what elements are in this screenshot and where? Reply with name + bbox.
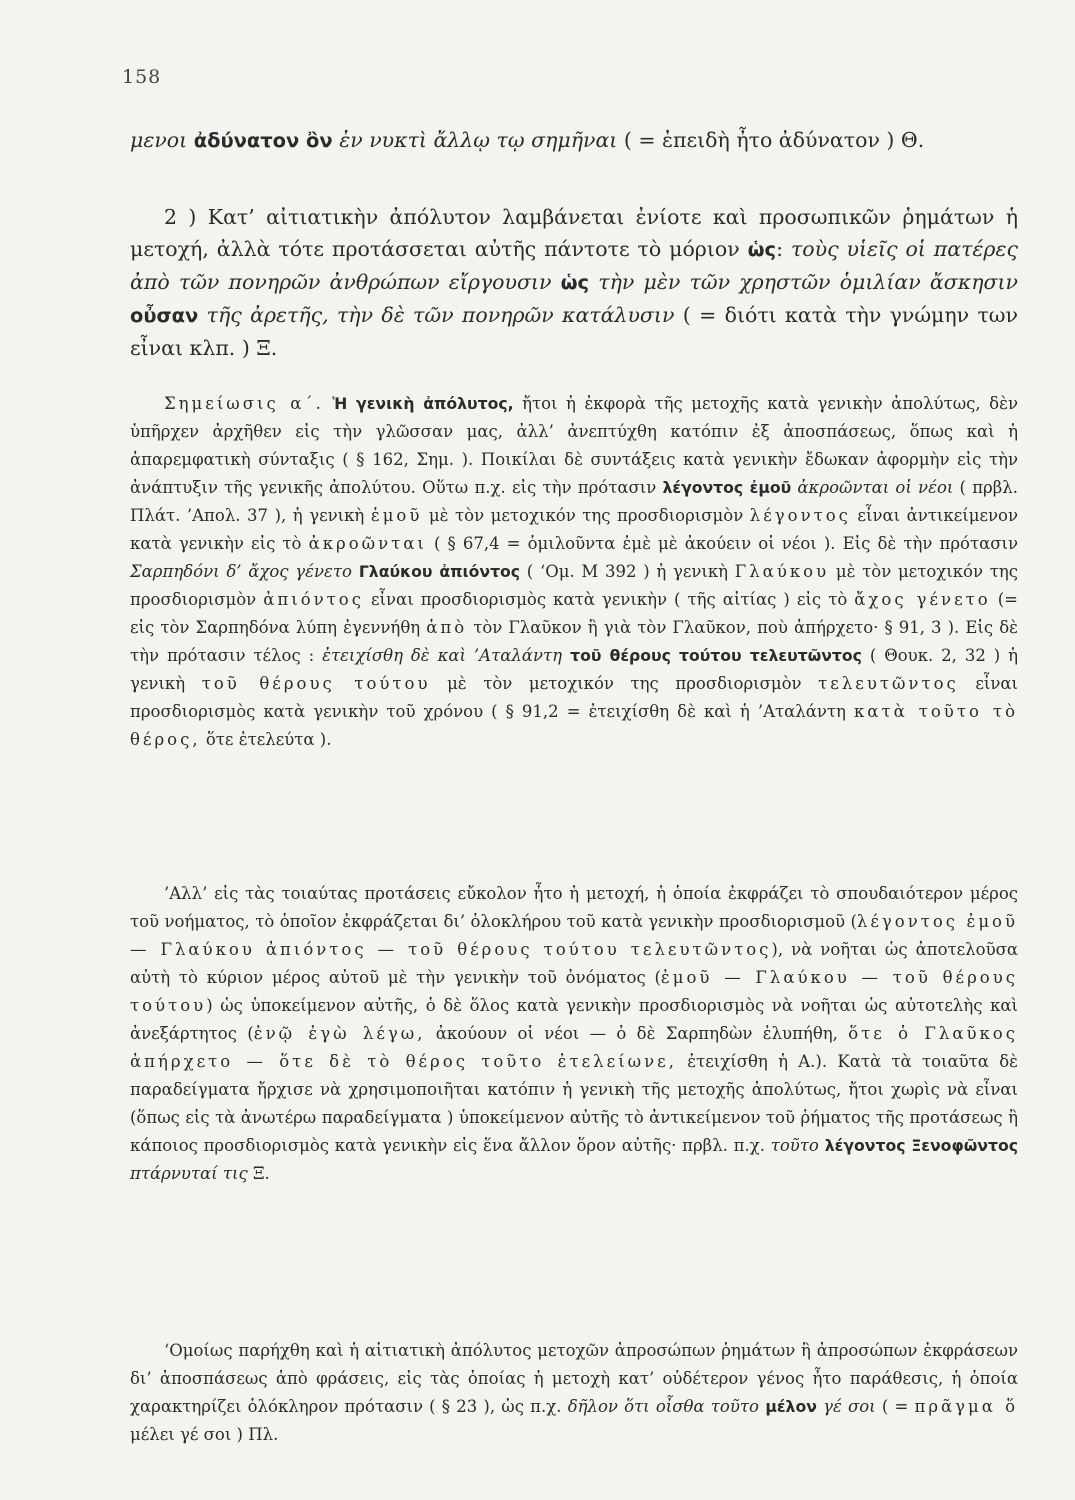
text-span: ( = ἐπειδὴ ἦτο ἀδύνατον ) Θ. bbox=[617, 128, 925, 152]
bold-phrase: ἀδύνατον ὂν bbox=[193, 129, 333, 152]
text-span: 2 ) Κατ’ αἰτιατικὴν ἀπόλυτον λαμβάνεται ἐνίοτε καὶ προσωπικῶν ῥημάτων ἡ μετοχή, ἀλλὰ τότε προτάσσεται αὐτῆς πάντοτε τὸ μόριον bbox=[130, 205, 1018, 261]
text-span: (= εἰς τὸν Σαρπηδόνα λύπη ἐγεννήθη bbox=[130, 590, 1018, 637]
bold-word: οὖσαν bbox=[130, 304, 199, 327]
text-span: ( Θουκ. 2, 32 ) ἡ γενικὴ bbox=[130, 646, 1018, 693]
spaced-phrase: ὅτε ὁ Γλαῦκος ἀπήρχετο — ὅτε δὲ τὸ θέρος τοῦτο ἐτελείωνε, bbox=[130, 1024, 1018, 1071]
text-span: ’Αλλ’ εἰς τὰς τοιαύτας προτάσεις εὔκολον ἦτο ἡ μετοχή, ἡ ὁποία ἐκφράζει τὸ σπουδαιότερον μέρος τοῦ νοήματος, τὸ ὁποῖον ἐκφράζεται δι’ ὁλοκλήρου τοῦ κατὰ γενικὴν προσδιορισμοῦ ( bbox=[130, 884, 1018, 931]
text-span: ( πρβλ. Πλάτ. ’Απολ. 37 ), ἡ γενικὴ bbox=[130, 478, 1018, 525]
spaced-word: ἄχος γένετο bbox=[854, 590, 991, 609]
bold-word: ὡς bbox=[560, 271, 590, 294]
text-span: ‘Ομοίως παρήχθη καὶ ἡ αἰτιατικὴ ἀπόλυτος μετοχῶν ἀπροσώπων ῥημάτων ἢ ἀπροσώπων ἐκφράσεων δι’ ἀποσπάσεως ἀπὸ φράσεις, εἰς τὰς ὁποίας ἡ μετοχὴ κατ’ οὐδέτερον γένος ἦτο παράθεσις, ἡ ὁποία χαρακτηρίζει ὁλόκληρον πρότασιν ( § 23 ), ὡς π.χ. bbox=[130, 1341, 1018, 1416]
text-span: μὲ τὸν μετοχικόν της προσδιορισμὸν bbox=[430, 674, 819, 693]
spaced-word: τοῦ θέρους τούτου bbox=[201, 674, 431, 693]
text-span: ( = bbox=[875, 1397, 915, 1416]
italic-phrase: δῆλον ὅτι οἶσθα τοῦτο bbox=[567, 1397, 759, 1416]
spaced-phrase: ἐνῷ ἐγὼ λέγω, bbox=[253, 1024, 426, 1043]
text-span: ), νὰ νοῆται ὡς ἀποτελοῦσα αὐτὴ τὸ κύριον μέρος αὐτοῦ μὲ τὴν γενικὴν τοῦ ὀνόματος ( bbox=[130, 940, 1019, 987]
spaced-word: τελευτῶντος bbox=[818, 674, 959, 693]
text-span: μὲ τὸν μετοχικόν της προσδιορισμὸν bbox=[422, 506, 750, 525]
text-span: μέλει γέ σοι ) Πλ. bbox=[130, 1425, 279, 1444]
italic-example: τὴν μὲν τῶν χρηστῶν ὁμιλίαν ἄσκησιν bbox=[589, 270, 1018, 294]
note-section bbox=[130, 390, 1018, 754]
bold-phrase: Γλαύκου ἀπιόντος bbox=[351, 562, 521, 581]
text-span: ἀκούουν οἱ νέοι — ὁ δὲ Σαρπηδὼν ἐλυπήθη, bbox=[425, 1024, 849, 1043]
text-span: τὸν Γλαῦκον ἢ γιὰ τὸν Γλαῦκον, ποὺ ἀπήρχετο· § 91, 3 ). Εἰς δὲ τὴν πρότασιν τέλος : bbox=[130, 618, 1018, 665]
text-span: Ξ. bbox=[247, 1164, 270, 1183]
text-span: μὲ τὸν μετοχικόν της προσδιορισμὸν bbox=[130, 562, 1018, 609]
italic-phrase: ἐν νυκτὶ ἄλλῳ τῳ σημῆναι bbox=[332, 128, 618, 152]
text-span: ( ‘Ομ. Μ 392 ) ἡ γενικὴ bbox=[520, 562, 735, 581]
text-span: εἶναι προσδιορισμὸς κατὰ γενικὴν τοῦ χρόνου ( § 91,2 = ἐτειχίσθη δὲ καὶ ἡ ’Αταλάντη bbox=[130, 674, 1019, 721]
text-span: : bbox=[776, 237, 791, 261]
bold-word: μέλον bbox=[758, 1397, 817, 1416]
spaced-phrase: ἐμοῦ — Γλαύκου — τοῦ θέρους τούτου bbox=[130, 968, 1018, 1015]
spaced-word: κατὰ τοῦτο τὸ θέρος, bbox=[130, 702, 1018, 749]
italic-example: τοὺς υἱεῖς οἱ πατέρες ἀπὸ τῶν πονηρῶν ἀνθρώπων εἴργουσιν bbox=[130, 237, 1018, 294]
italic-phrase: ἐτειχίσθη δὲ καὶ ’Αταλάντη bbox=[322, 646, 562, 665]
bold-phrase: τοῦ θέρους τούτου τελευτῶντος bbox=[562, 646, 862, 665]
italic-word: τοῦτο bbox=[770, 1136, 819, 1155]
spaced-word: ἐμοῦ bbox=[370, 506, 423, 525]
page-number: 158 bbox=[122, 66, 162, 88]
text-span: ( § 67,4 = ὁμιλοῦντα ἐμὲ μὲ ἀκούειν οἱ νέοι ). Εἰς δὲ τὴν πρότασιν bbox=[426, 534, 1019, 553]
text-span: ) ὡς ὑποκείμενον αὐτῆς, ὁ δὲ ὅλος κατὰ γενικὴν προσδιορισμὸς νὰ νοῆται ὡς αὐτοτελὴς καὶ ἀνεξάρτητος ( bbox=[130, 996, 1018, 1043]
spaced-word: ἀπιόντος bbox=[263, 590, 364, 609]
note-label: Σημείωσις α΄. bbox=[164, 394, 324, 413]
paragraph-continuation bbox=[130, 124, 1018, 157]
text-span: ἐτειχίσθη ἡ Α.). Κατὰ τὰ τοιαῦτα δὲ παραδείγματα ἤρχισε νὰ χρησιμοποιῆται κατόπιν ἡ γενικὴ τῆς μετοχῆς ἀπολύτως, ἤτοι χωρὶς νὰ εἶναι (ὅπως εἰς τὰ ἀνωτέρω παραδείγματα ) ὑποκείμενον αὐτῆς τὸ ἀντικείμενον τοῦ ῥήματος τῆς προτάσεως ἢ κάποιος προσδιορισμὸς κατὰ γενικὴν εἰς ἕνα ἄλλον ὅρον αὐτῆς· πρβλ. π.χ. bbox=[130, 1052, 1019, 1155]
spaced-word: ἀπὸ bbox=[426, 618, 468, 637]
text-span: ἤτοι ἡ ἐκφορὰ τῆς μετοχῆς κατὰ γενικὴν ἀπολύτως, δὲν ὑπῆρχεν ἀρχῆθεν εἰς τὴν γλῶσσαν μας, ἀλλ’ ἀνεπτύχθη κατόπιν ἐξ ἀποσπάσεως, ὅπως καὶ ἡ ἀπαρεμφατικὴ σύνταξις ( § 162, Σημ. ). Ποικίλαι δὲ συντάξεις κατὰ γενικὴν ἔδωκαν ἀφορμὴν εἰς τὴν ἀνάπτυξιν τῆς γενικῆς ἀπολύτου. Οὕτω π.χ. εἰς τὴν πρότασιν bbox=[130, 394, 1019, 497]
spaced-word: λέγοντος bbox=[749, 506, 851, 525]
italic-phrase: ἀκροῶνται οἱ νέοι bbox=[791, 478, 954, 497]
paragraph-2 bbox=[130, 201, 1018, 364]
bold-phrase: Ἡ γενικὴ ἀπόλυτος, bbox=[332, 394, 514, 413]
bold-phrase: λέγοντος Ξενοφῶντος bbox=[818, 1136, 1018, 1155]
text-span: ( = διότι κατὰ τὴν γνώμην των εἶναι κλπ. ) Ξ. bbox=[130, 303, 1018, 360]
text-span: εἶναι ἀντικείμενον κατὰ γενικὴν εἰς τὸ bbox=[130, 506, 1018, 553]
text-span: μενοι bbox=[130, 128, 194, 152]
bold-phrase: λέγοντος ἐμοῦ bbox=[662, 478, 792, 497]
bold-word: ὡς bbox=[747, 238, 777, 261]
text-span: ὅτε ἐτελεύτα ). bbox=[200, 730, 332, 749]
italic-phrase: Σαρπηδόνι δ’ ἄχος γένετο bbox=[130, 562, 352, 581]
spaced-word: Γλαύκου bbox=[734, 562, 830, 581]
italic-phrase: γέ σοι bbox=[816, 1397, 876, 1416]
paragraph-3 bbox=[130, 880, 1018, 1188]
spaced-word: ἀκροῶνται bbox=[308, 534, 427, 553]
italic-example: τῆς ἀρετῆς, τὴν δὲ τῶν πονηρῶν κατάλυσιν bbox=[198, 303, 675, 327]
spaced-phrase: λέγοντος ἐμοῦ — Γλαύκου ἀπιόντος — τοῦ θέρους τούτου τελευτῶντος bbox=[130, 912, 1019, 959]
text-span: εἶναι προσδιορισμὸς κατὰ γενικὴν ( τῆς αἰτίας ) εἰς τὸ bbox=[363, 590, 855, 609]
spaced-phrase: πρᾶγμα ὅ bbox=[914, 1397, 1019, 1416]
italic-phrase: πτάρνυταί τις bbox=[130, 1164, 248, 1183]
paragraph-4 bbox=[130, 1337, 1018, 1449]
